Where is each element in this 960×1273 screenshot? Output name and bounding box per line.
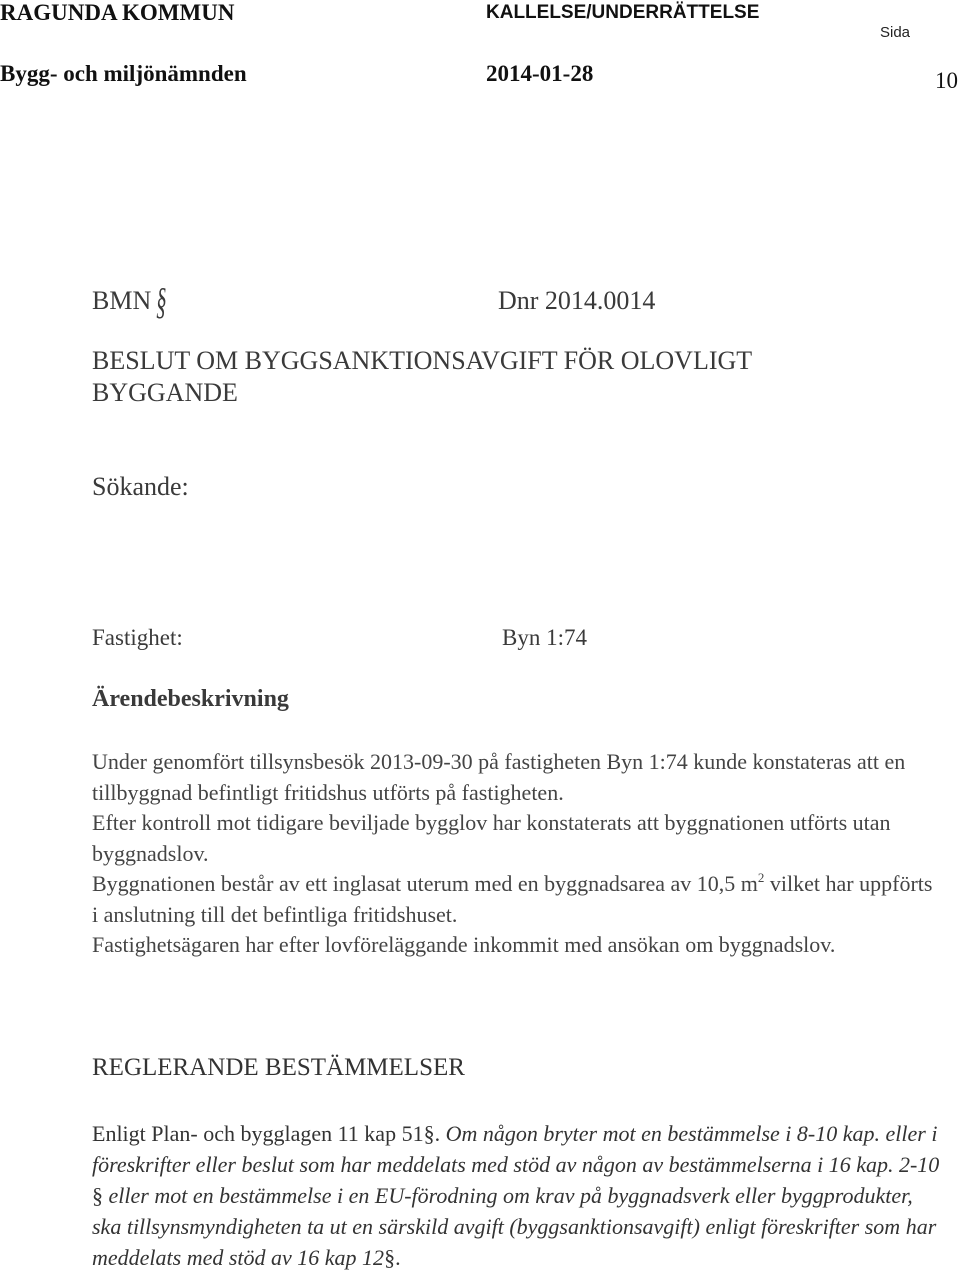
description-paragraph-2: Efter kontroll mot tidigare beviljade bygglov har konstaterats att byggnationen utförts utan byggnadslov. [92, 810, 891, 866]
section-mark-2: § [92, 1183, 103, 1208]
description-paragraph-1: Under genomfört tillsynsbesök 2013-09-30 på fastigheten Byn 1:74 kunde konstateras att en tillbyggnad befintligt fritidshus utförts på fastigheten. [92, 749, 906, 805]
description-p3-end: vilket har uppförts i anslutning till det befintliga fritidshuset. [92, 871, 933, 927]
section-mark: § [156, 281, 167, 323]
description-body [92, 747, 937, 961]
section-mark-1: § [423, 1121, 435, 1146]
ref-org: BMN [92, 286, 152, 315]
decision-title-line2: BYGGANDE [92, 378, 238, 407]
regulations-paragraph [92, 1118, 947, 1273]
property-value: Byn 1:74 [502, 625, 587, 650]
page-label: Sida [880, 24, 911, 41]
board-name: Bygg- och miljönämnden [0, 61, 247, 86]
description-paragraph-3 [92, 869, 937, 930]
regulations-body [92, 1118, 947, 1273]
property-label: Fastighet: [92, 625, 183, 650]
applicant-label: Sökande: [92, 472, 189, 501]
document-type: KALLELSE/UNDERRÄTTELSE [486, 2, 760, 23]
regulations-intro-end: . [434, 1121, 446, 1146]
regulations-quote-part1: Om någon bryter mot en bestämmelse i 8-10 kap. eller i föreskrifter eller beslut som har meddelats med stöd av någon av bestämmelserna i 16 kap. 2-10 [92, 1121, 940, 1177]
document-date: 2014-01-28 [486, 61, 594, 86]
regulations-heading: REGLERANDE BESTÄMMELSER [92, 1054, 465, 1081]
square-meter-superscript: 2 [757, 870, 765, 885]
org-name: RAGUNDA KOMMUN [0, 0, 235, 25]
description-paragraph-4: Fastighetsägaren har efter lovföreläggande inkommit med ansökan om byggnadslov. [92, 932, 836, 957]
dnr: Dnr 2014.0014 [498, 286, 656, 315]
description-heading: Ärendebeskrivning [92, 686, 289, 712]
description-p3-start: Byggnationen består av ett inglasat uterum med en byggnadsarea av 10,5 m [92, 871, 758, 896]
section-mark-3: § [384, 1245, 396, 1270]
page-number: 10 [935, 68, 958, 93]
regulations-intro: Enligt Plan- och bygglagen 11 kap 51 [92, 1121, 424, 1146]
decision-title-line1: BESLUT OM BYGGSANKTIONSAVGIFT FÖR OLOVLIGT [92, 346, 753, 375]
regulations-quote-part2: eller mot en bestämmelse i en EU-förodning om krav på byggnadsverk eller byggprodukter, ska tillsynsmyndigheten ta ut en särskild avgift (byggsanktionsavgift) enligt föreskrifter som har meddelats med stöd av 16 kap 12 [92, 1183, 937, 1270]
regulations-end: . [395, 1245, 401, 1270]
